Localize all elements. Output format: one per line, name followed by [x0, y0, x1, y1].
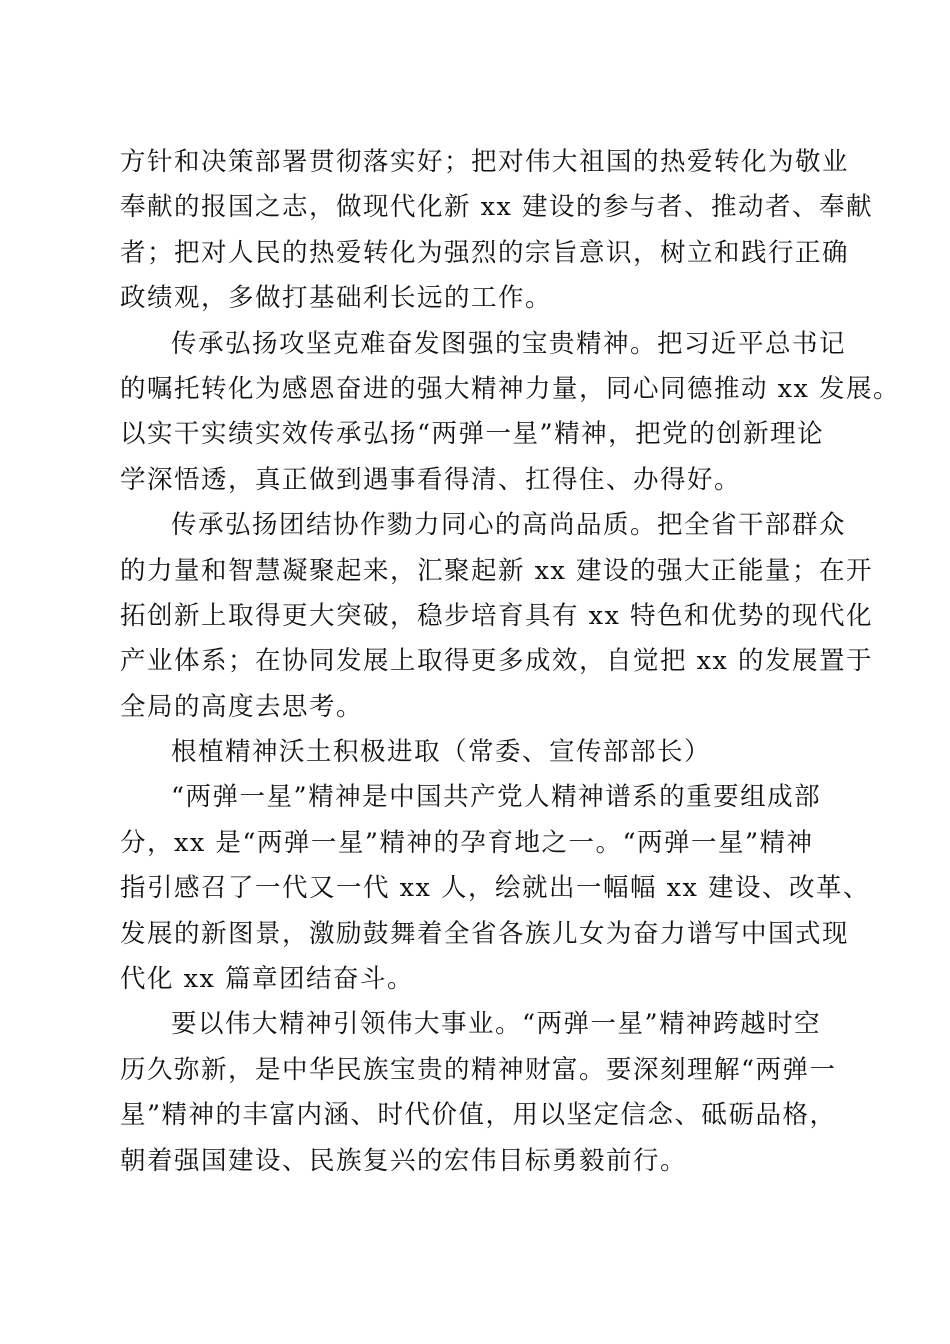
text-line: 代化 xx 篇章团结奋斗。: [120, 964, 414, 995]
text-line: 者；把对人民的热爱转化为强烈的宗旨意识，树立和践行正确: [120, 237, 850, 268]
text-line: 指引感召了一代又一代 xx 人，绘就出一幅幅 xx 建设、改革、: [120, 873, 870, 904]
text-line: 全局的高度去思考。: [120, 691, 364, 722]
text-line: 发展的新图景，激励鼓舞着全省各族儿女为奋力谱写中国式现: [120, 918, 850, 949]
text-line: 的嘱托转化为感恩奋进的强大精神力量，同心同德推动 xx 发展。: [120, 373, 900, 404]
text-line: 历久弥新，是中华民族宝贵的精神财富。要深刻理解“两弹一: [120, 1054, 837, 1085]
text-line: 星”精神的丰富内涵、时代价值，用以坚定信念、砥砺品格，: [120, 1100, 837, 1131]
text-line: 以实干实绩实效传承弘扬“两弹一星”精神，把党的创新理论: [120, 419, 825, 450]
paragraph-heading-line: 传承弘扬团结协作勠力同心的高尚品质。把全省干部群众: [171, 510, 847, 541]
paragraph-start-line: “两弹一星”精神是中国共产党人精神谱系的重要组成部: [171, 782, 822, 813]
text-line: 朝着强国建设、民族复兴的宏伟目标勇毅前行。: [120, 1145, 688, 1176]
text-line: 方针和决策部署贯彻落实好；把对伟大祖国的热爱转化为敬业: [120, 147, 850, 177]
text-line: 分，xx 是“两弹一星”精神的孕育地之一。“两弹一星”精神: [120, 827, 814, 858]
section-title: 根植精神沃土积极进取（常委、宣传部部长）: [171, 737, 712, 768]
text-line: 产业体系；在协同发展上取得更多成效，自觉把 xx 的发展置于: [120, 646, 873, 677]
text-line: 政绩观，多做打基础利长远的工作。: [120, 283, 553, 314]
text-line: 的力量和智慧凝聚起来，汇聚起新 xx 建设的强大正能量；在开: [120, 555, 873, 586]
document-body: [120, 140, 900, 1184]
text-line: 学深悟透，真正做到遇事看得清、扛得住、办得好。: [120, 464, 742, 495]
text-line: 奉献的报国之志，做现代化新 xx 建设的参与者、推动者、奉献: [120, 192, 873, 223]
text-line: 拓创新上取得更大突破，稳步培育具有 xx 特色和优势的现代化: [120, 600, 873, 631]
paragraph-start-line: 要以伟大精神引领伟大事业。“两弹一星”精神跨越时空: [171, 1009, 822, 1040]
paragraph-heading-line: 传承弘扬攻坚克难奋发图强的宝贵精神。把习近平总书记: [171, 328, 847, 359]
